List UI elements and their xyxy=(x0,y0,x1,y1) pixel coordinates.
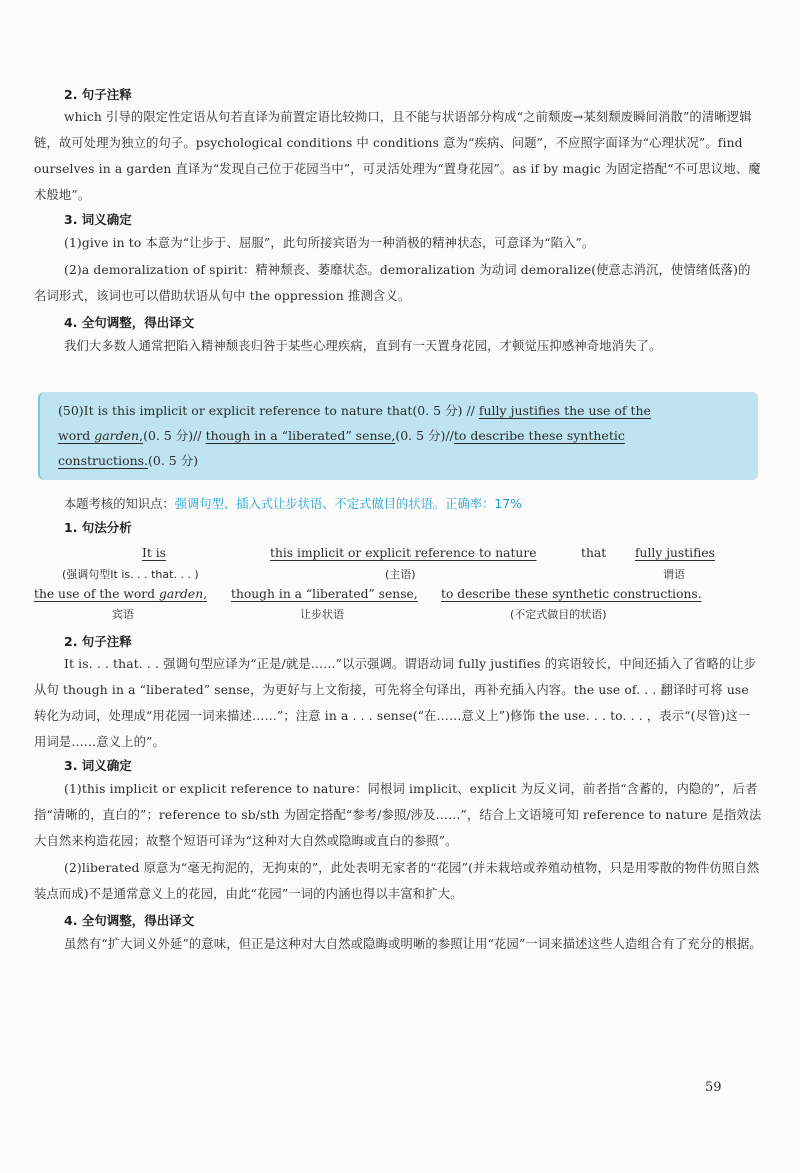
diagram-subject: this implicit or explicit reference to nature xyxy=(270,546,537,560)
label-predicate: 谓语 xyxy=(663,568,685,581)
score-4: (0. 5 分) xyxy=(148,453,199,468)
word-meaning-item-1: (1)give in to 本意为“让步于、屈服”，此句所接宾语为一种消极的精神状态，可意译为“陷入”。 xyxy=(64,236,595,250)
label-object: 宾语 xyxy=(112,608,134,621)
annotation-paragraph: which 引导的限定性定语从句若直译为前置定语比较拗口，且不能与状语部分构成“之前颓废→某刻颓废瞬间消散”的清晰逻辑链，故可处理为独立的句子。psychological conditions 中 conditions 意为“疾病、问题”，不应照字面译为“心理状况”。find ourselves in a garden 直译为“发现自己位于花园当中”，可灵活处理为“置身花园”。as if by magic 为固定搭配“不可思议地、魔术般地”。 xyxy=(34,110,761,202)
score-1: (0. 5 分) xyxy=(412,403,463,418)
annotation-paragraph-2: It is. . . that. . . 强调句型应译为“正是/就是……”以示强调。谓语动词 fully justifies 的宾语较长，中间还插入了省略的让步从句 though in a “liberated” sense，为更好与上文衔接，可先将全句译出，再补充插入内容。the use of. . . 翻译时可将 use 转化为动词，处理成“用花园一词来描述……”；注意 in a . . . sense(“在……意义上”)修饰 the use. . . to. . . ，表示“(尽管)这一用词是……意义上的”。 xyxy=(34,657,757,749)
page-number: 59 xyxy=(705,1080,722,1095)
diagram-infinitive: to describe these synthetic constructions. xyxy=(441,587,702,601)
section-heading-translation: 4. 全句调整，得出译文 xyxy=(64,315,195,330)
word-meaning-item-3: (1)this implicit or explicit reference to nature：同根词 implicit、explicit 为反义词，前者指“含蓄的，内隐的”，后者指“清晰的，直白的”；reference to sb/sth 为固定搭配“参考/参照/涉及……”，结合上文语境可知 reference to nature 是指效法大自然来构造花园；故整个短语可译为“这种对大自然或隐晦或直白的参照”。 xyxy=(34,782,762,848)
diagram-it-is: It is xyxy=(142,546,166,560)
diagram-concessive: though in a “liberated” sense, xyxy=(231,587,418,601)
section-heading-translation-2: 4. 全句调整，得出译文 xyxy=(64,913,195,928)
label-concessive: 让步状语 xyxy=(300,608,344,621)
section-heading-word-meaning-2: 3. 词义确定 xyxy=(64,758,132,773)
section-heading-annotation: 2. 句子注释 xyxy=(64,87,132,102)
translation-paragraph: 我们大多数人通常把陷入精神颓丧归咎于某些心理疾病，直到有一天置身花园，才顿觉压抑感神奇地消失了。 xyxy=(64,339,662,353)
word-meaning-item-4: (2)liberated 原意为“毫无拘泥的，无拘束的”，此处表明无家者的“花园”(并未栽培或养殖动植物，只是用零散的物件仿照自然装点而成)不是通常意义上的花园，由此“花园”一词的内涵也得以丰富和扩大。 xyxy=(34,861,760,901)
word-meaning-item-2: (2)a demoralization of spirit：精神颓丧、萎靡状态。demoralization 为动词 demoralize(使意志消沉，使情绪低落)的名词形式，该词也可以借助状语从句中 the oppression 推测含义。 xyxy=(34,263,751,303)
label-subject: (主语) xyxy=(385,568,416,581)
section-heading-word-meaning: 3. 词义确定 xyxy=(64,212,132,227)
section-heading-annotation-2: 2. 句子注释 xyxy=(64,634,132,649)
question-number: (50) xyxy=(58,403,84,418)
score-3: (0. 5 分) xyxy=(395,428,446,443)
score-2: (0. 5 分) xyxy=(143,428,194,443)
knowledge-point: 本题考核的知识点：强调句型、插入式让步状语、不定式做目的状语。正确率：17% xyxy=(64,497,522,511)
section-heading-syntax: 1. 句法分析 xyxy=(64,520,132,535)
diagram-predicate: fully justifies xyxy=(635,546,715,560)
diagram-that: that xyxy=(581,546,607,560)
diagram-object: the use of the word garden, xyxy=(34,587,208,601)
label-infinitive: (不定式做目的状语) xyxy=(510,608,607,621)
translation-paragraph-2: 虽然有“扩大词义外延”的意味，但正是这种对大自然或隐晦或明晰的参照让用“花园”一词来描述这些人造组合有了充分的根据。 xyxy=(64,937,762,951)
question-50-text: (50)It is this implicit or explicit reference to nature that(0. 5 分) // fully justifies the use of the word garden,(0. 5 分)// though in a “liberated” sense,(0. 5 分)//to describe these synthetic constructions.(0. 5 分) xyxy=(58,403,651,468)
label-emphasis: (强调句型It is. . . that. . . ) xyxy=(62,568,199,581)
